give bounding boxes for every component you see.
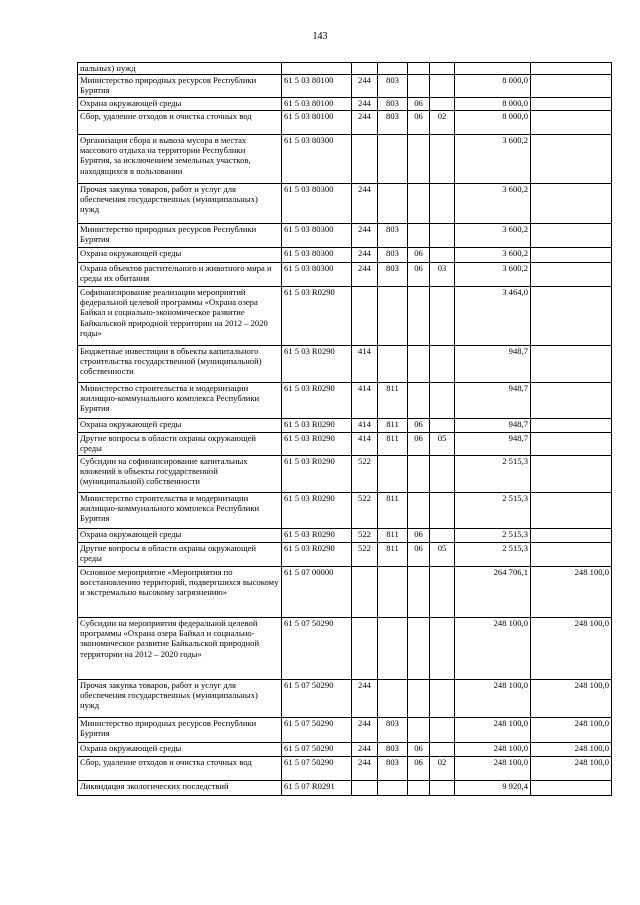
cell-department: 811: [378, 543, 408, 567]
budget-table: [77, 62, 612, 796]
cell-subsection: [430, 529, 455, 543]
cell-section: [408, 718, 430, 743]
cell-subsection: [430, 287, 455, 346]
table-row: [78, 184, 612, 224]
cell-amount-2: 248 100,0: [531, 757, 612, 781]
cell-amount-2: 248 100,0: [531, 718, 612, 743]
cell-name: Субсидии на софинансирование капитальных вложений в объекты государственной (муниципальной) собственности: [78, 456, 282, 493]
table-row: [78, 718, 612, 743]
cell-department: 803: [378, 75, 408, 98]
cell-section: 06: [408, 263, 430, 287]
cell-name: Основное мероприятие «Мероприятия по восстановлению территорий, подвергшихся высокому и экстремально высокому загрязнению»: [78, 567, 282, 618]
cell-subsection: [430, 75, 455, 98]
cell-subsection: [430, 135, 455, 184]
table-row: [78, 248, 612, 263]
cell-expense-type: [352, 781, 378, 796]
cell-target-code: 61 5 07 R0291: [282, 781, 352, 796]
cell-name: Охрана окружающей среды: [78, 248, 282, 263]
cell-subsection: [430, 248, 455, 263]
cell-amount-2: [531, 135, 612, 184]
cell-amount-1: 248 100,0: [455, 618, 531, 680]
cell-subsection: 02: [430, 111, 455, 135]
cell-section: [408, 567, 430, 618]
cell-target-code: 61 5 03 80300: [282, 248, 352, 263]
cell-amount-1: 8 000,0: [455, 98, 531, 111]
cell-department: 803: [378, 111, 408, 135]
cell-section: [408, 346, 430, 383]
cell-department: 803: [378, 757, 408, 781]
cell-amount-2: [531, 456, 612, 493]
cell-target-code: 61 5 03 R0290: [282, 419, 352, 433]
cell-target-code: 61 5 03 80100: [282, 111, 352, 135]
cell-department: 803: [378, 743, 408, 757]
cell-subsection: [430, 419, 455, 433]
cell-name: Охрана окружающей среды: [78, 743, 282, 757]
cell-amount-1: 2 515,3: [455, 493, 531, 529]
cell-amount-2: [531, 224, 612, 248]
cell-expense-type: [352, 567, 378, 618]
cell-department: [378, 680, 408, 718]
cell-expense-type: 244: [352, 224, 378, 248]
cell-target-code: [282, 63, 352, 75]
table-row: [78, 224, 612, 248]
cell-amount-2: [531, 419, 612, 433]
cell-amount-1: 264 706,1: [455, 567, 531, 618]
cell-name: Прочая закупка товаров, работ и услуг для обеспечения государственных (муниципальных) нужд: [78, 184, 282, 224]
cell-amount-1: 3 600,2: [455, 248, 531, 263]
table-row: [78, 529, 612, 543]
cell-amount-1: 3 600,2: [455, 184, 531, 224]
cell-amount-1: 948,7: [455, 346, 531, 383]
cell-department: 803: [378, 718, 408, 743]
cell-amount-2: [531, 184, 612, 224]
cell-amount-1: 248 100,0: [455, 718, 531, 743]
cell-section: 06: [408, 529, 430, 543]
table-row: [78, 75, 612, 98]
cell-target-code: 61 5 03 80300: [282, 263, 352, 287]
cell-department: [378, 781, 408, 796]
cell-section: 06: [408, 419, 430, 433]
cell-expense-type: [352, 287, 378, 346]
cell-name: Сбор, удаление отходов и очистка сточных вод: [78, 757, 282, 781]
cell-amount-2: [531, 383, 612, 419]
cell-expense-type: 244: [352, 111, 378, 135]
cell-amount-1: [455, 63, 531, 75]
budget-table-body: [78, 63, 612, 796]
cell-target-code: 61 5 03 R0290: [282, 287, 352, 346]
cell-section: [408, 135, 430, 184]
cell-subsection: [430, 618, 455, 680]
cell-department: [378, 287, 408, 346]
cell-target-code: 61 5 07 50290: [282, 718, 352, 743]
table-row: [78, 618, 612, 680]
table-row: [78, 543, 612, 567]
cell-name: Другие вопросы в области охраны окружающей среды: [78, 543, 282, 567]
cell-name: Ликвидация экологических последствий: [78, 781, 282, 796]
cell-department: 811: [378, 419, 408, 433]
cell-expense-type: 414: [352, 419, 378, 433]
cell-department: [378, 346, 408, 383]
cell-section: [408, 287, 430, 346]
cell-subsection: [430, 718, 455, 743]
cell-amount-1: 3 600,2: [455, 224, 531, 248]
cell-department: 811: [378, 529, 408, 543]
cell-target-code: 61 5 03 80300: [282, 184, 352, 224]
cell-department: 803: [378, 248, 408, 263]
cell-expense-type: 244: [352, 743, 378, 757]
cell-department: [378, 135, 408, 184]
cell-target-code: 61 5 07 00000: [282, 567, 352, 618]
cell-target-code: 61 5 03 80100: [282, 75, 352, 98]
cell-expense-type: [352, 63, 378, 75]
cell-section: 06: [408, 248, 430, 263]
cell-amount-1: 948,7: [455, 419, 531, 433]
cell-target-code: 61 5 03 R0290: [282, 543, 352, 567]
cell-section: 06: [408, 543, 430, 567]
cell-target-code: 61 5 07 50290: [282, 757, 352, 781]
cell-amount-1: 2 515,3: [455, 456, 531, 493]
cell-amount-1: 948,7: [455, 383, 531, 419]
cell-subsection: [430, 63, 455, 75]
cell-name: Сбор, удаление отходов и очистка сточных вод: [78, 111, 282, 135]
cell-name: Министерство природных ресурсов Республики Бурятия: [78, 224, 282, 248]
table-row: [78, 781, 612, 796]
cell-target-code: 61 5 07 50290: [282, 743, 352, 757]
cell-name: пальных) нужд: [78, 63, 282, 75]
table-row: [78, 433, 612, 456]
cell-amount-2: [531, 263, 612, 287]
cell-expense-type: 244: [352, 98, 378, 111]
cell-expense-type: 244: [352, 263, 378, 287]
table-row: [78, 567, 612, 618]
cell-department: 803: [378, 263, 408, 287]
cell-section: [408, 493, 430, 529]
cell-expense-type: 244: [352, 680, 378, 718]
cell-expense-type: 244: [352, 75, 378, 98]
cell-department: 803: [378, 224, 408, 248]
cell-section: 06: [408, 743, 430, 757]
cell-section: 06: [408, 757, 430, 781]
cell-amount-2: [531, 111, 612, 135]
table-row: [78, 743, 612, 757]
cell-name: Министерство строительства и модернизации жилищно-коммунального комплекса Республики Бурятия: [78, 493, 282, 529]
cell-department: 803: [378, 98, 408, 111]
cell-amount-2: [531, 63, 612, 75]
cell-section: 06: [408, 433, 430, 456]
cell-amount-1: 9 920,4: [455, 781, 531, 796]
cell-section: [408, 456, 430, 493]
cell-target-code: 61 5 07 50290: [282, 680, 352, 718]
cell-subsection: 02: [430, 757, 455, 781]
cell-subsection: [430, 781, 455, 796]
cell-amount-1: 2 515,3: [455, 529, 531, 543]
cell-amount-2: [531, 248, 612, 263]
cell-name: Министерство строительства и модернизации жилищно-коммунального комплекса Республики Бурятия: [78, 383, 282, 419]
cell-name: Прочая закупка товаров, работ и услуг для обеспечения государственных (муниципальных) нужд: [78, 680, 282, 718]
cell-target-code: 61 5 03 80300: [282, 224, 352, 248]
cell-expense-type: 414: [352, 346, 378, 383]
cell-amount-2: [531, 781, 612, 796]
cell-target-code: 61 5 03 R0290: [282, 433, 352, 456]
cell-department: 811: [378, 433, 408, 456]
cell-section: [408, 781, 430, 796]
cell-amount-1: 2 515,3: [455, 543, 531, 567]
cell-expense-type: 414: [352, 383, 378, 419]
cell-subsection: [430, 567, 455, 618]
cell-amount-2: 248 100,0: [531, 618, 612, 680]
cell-amount-2: [531, 98, 612, 111]
table-row: [78, 383, 612, 419]
cell-target-code: 61 5 03 80300: [282, 135, 352, 184]
cell-amount-2: [531, 75, 612, 98]
cell-section: [408, 680, 430, 718]
cell-expense-type: 244: [352, 757, 378, 781]
table-row: [78, 493, 612, 529]
cell-section: [408, 383, 430, 419]
cell-expense-type: 244: [352, 184, 378, 224]
cell-amount-1: 948,7: [455, 433, 531, 456]
cell-amount-2: 248 100,0: [531, 567, 612, 618]
cell-expense-type: 522: [352, 543, 378, 567]
table-row: [78, 346, 612, 383]
cell-amount-1: 248 100,0: [455, 743, 531, 757]
cell-department: [378, 184, 408, 224]
cell-department: [378, 567, 408, 618]
cell-expense-type: 522: [352, 456, 378, 493]
cell-section: [408, 184, 430, 224]
cell-target-code: 61 5 03 R0290: [282, 346, 352, 383]
cell-department: 811: [378, 383, 408, 419]
cell-department: [378, 618, 408, 680]
table-row: [78, 456, 612, 493]
table-row: [78, 680, 612, 718]
cell-name: Бюджетные инвестиции в объекты капитального строительства государственной (муниципальной) собственности: [78, 346, 282, 383]
cell-subsection: [430, 383, 455, 419]
cell-section: 06: [408, 111, 430, 135]
table-row: [78, 111, 612, 135]
cell-amount-2: [531, 493, 612, 529]
table-row: [78, 757, 612, 781]
cell-section: [408, 63, 430, 75]
cell-expense-type: 522: [352, 529, 378, 543]
cell-subsection: [430, 346, 455, 383]
cell-amount-2: [531, 529, 612, 543]
cell-subsection: [430, 224, 455, 248]
cell-name: Министерство природных ресурсов Республики Бурятия: [78, 718, 282, 743]
cell-target-code: 61 5 03 R0290: [282, 493, 352, 529]
cell-subsection: 03: [430, 263, 455, 287]
cell-target-code: 61 5 03 R0290: [282, 383, 352, 419]
cell-amount-1: 3 600,2: [455, 135, 531, 184]
table-row: [78, 63, 612, 75]
cell-department: [378, 63, 408, 75]
cell-amount-1: 3 464,0: [455, 287, 531, 346]
cell-amount-2: [531, 346, 612, 383]
cell-expense-type: 244: [352, 248, 378, 263]
cell-amount-2: 248 100,0: [531, 743, 612, 757]
page-number: 143: [312, 31, 328, 42]
cell-expense-type: 244: [352, 718, 378, 743]
cell-amount-1: 8 000,0: [455, 75, 531, 98]
cell-subsection: [430, 98, 455, 111]
cell-expense-type: 414: [352, 433, 378, 456]
cell-target-code: 61 5 03 80100: [282, 98, 352, 111]
cell-name: Другие вопросы в области охраны окружающей среды: [78, 433, 282, 456]
cell-department: [378, 456, 408, 493]
cell-amount-2: [531, 287, 612, 346]
cell-amount-2: [531, 433, 612, 456]
cell-expense-type: [352, 618, 378, 680]
cell-amount-1: 248 100,0: [455, 757, 531, 781]
cell-department: 811: [378, 493, 408, 529]
cell-name: Охрана окружающей среды: [78, 529, 282, 543]
cell-expense-type: [352, 135, 378, 184]
cell-section: 06: [408, 98, 430, 111]
cell-target-code: 61 5 07 50290: [282, 618, 352, 680]
cell-subsection: [430, 493, 455, 529]
table-row: [78, 419, 612, 433]
cell-amount-1: 248 100,0: [455, 680, 531, 718]
table-row: [78, 98, 612, 111]
cell-target-code: 61 5 03 R0290: [282, 529, 352, 543]
cell-target-code: 61 5 03 R0290: [282, 456, 352, 493]
cell-section: [408, 618, 430, 680]
cell-name: Охрана объектов растительного и животного мира и среды их обитания: [78, 263, 282, 287]
cell-subsection: [430, 456, 455, 493]
cell-expense-type: 522: [352, 493, 378, 529]
cell-name: Министерство природных ресурсов Республики Бурятия: [78, 75, 282, 98]
cell-name: Охрана окружающей среды: [78, 419, 282, 433]
cell-name: Софинансирование реализации мероприятий федеральной целевой программы «Охрана озера Байкал и социально-экономическое развитие Байкальской природной территории на 2012 – 2020 годы»: [78, 287, 282, 346]
cell-name: Охрана окружающей среды: [78, 98, 282, 111]
cell-subsection: 05: [430, 543, 455, 567]
table-row: [78, 263, 612, 287]
cell-section: [408, 75, 430, 98]
cell-subsection: [430, 184, 455, 224]
cell-amount-2: 248 100,0: [531, 680, 612, 718]
cell-amount-1: 8 000,0: [455, 111, 531, 135]
cell-amount-1: 3 600,2: [455, 263, 531, 287]
table-row: [78, 287, 612, 346]
cell-subsection: [430, 743, 455, 757]
cell-name: Субсидии на мероприятия федеральной целевой программы «Охрана озера Байкал и социально-экономическое развитие Байкальской природной территории на 2012 – 2020 годы»: [78, 618, 282, 680]
cell-name: Организация сбора и вывоза мусора в местах массового отдыха на территории Республики Бурятия, за исключением земельных участков, находящихся в пользовании: [78, 135, 282, 184]
cell-subsection: [430, 680, 455, 718]
cell-subsection: 05: [430, 433, 455, 456]
cell-amount-2: [531, 543, 612, 567]
table-row: [78, 135, 612, 184]
cell-section: [408, 224, 430, 248]
